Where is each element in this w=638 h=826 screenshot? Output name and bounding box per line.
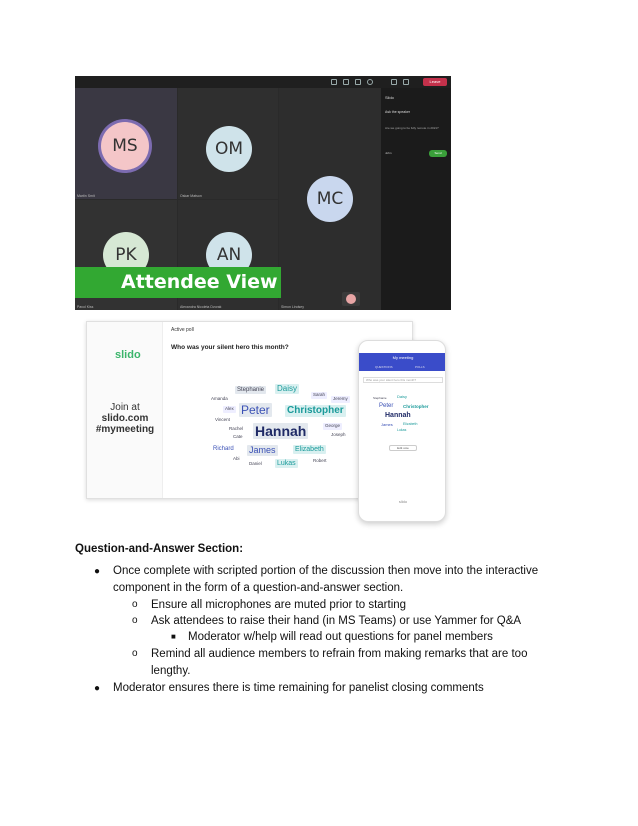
slido-sidebar xyxy=(87,322,163,499)
participant-name: Simon Lindsey xyxy=(281,305,304,309)
teams-meeting-screenshot xyxy=(75,76,451,310)
join-url: slido.com xyxy=(101,413,149,424)
user-name: John xyxy=(385,151,392,155)
join-code: #mymeeting xyxy=(95,424,155,435)
word-cloud-word: Joseph xyxy=(331,432,346,437)
camera-icon xyxy=(391,79,397,85)
avatar: PK xyxy=(103,232,149,278)
word-cloud-word: Cate xyxy=(233,434,243,439)
word-cloud-word: James xyxy=(381,422,393,427)
square-bullet-icon: ■ xyxy=(171,632,176,641)
tab-polls: POLLS xyxy=(415,365,425,369)
panel-subtitle: Ask the speaker xyxy=(385,110,411,114)
sub-bullet-text: Ask attendees to raise their hand (in MS Teams) or use Yammer for Q&A xyxy=(151,615,522,627)
bullet-text: Moderator ensures there is time remaining for panelist closing comments xyxy=(113,682,484,694)
participant-tile xyxy=(75,88,177,199)
word-cloud-word: Rachel xyxy=(229,426,244,431)
word-cloud-word: Peter xyxy=(379,403,394,409)
section-heading: Question-and-Answer Section: xyxy=(75,543,244,555)
participant-tile xyxy=(178,88,278,199)
word-cloud-word: Alex xyxy=(225,406,234,411)
phone-poll-question: Who was your silent hero this month? xyxy=(363,377,443,383)
participant-tile xyxy=(279,88,381,310)
word-cloud-word: Stephanie xyxy=(373,396,387,400)
word-cloud-word: Vincent xyxy=(215,417,230,422)
sub-bullet-icon: o xyxy=(132,615,138,626)
word-cloud-word: Christopher xyxy=(287,405,344,416)
word-cloud-word: Richard xyxy=(213,446,234,452)
participant-name: Oskar Matson xyxy=(180,194,202,198)
phone-mockup xyxy=(358,340,446,522)
slido-icon xyxy=(367,79,373,85)
sub-bullet-icon: o xyxy=(132,599,138,610)
panel-title: Slido xyxy=(385,95,394,100)
avatar: OM xyxy=(206,126,252,172)
leave-button: Leave xyxy=(423,78,447,86)
send-button: Send xyxy=(429,150,447,157)
tab-questions: QUESTIONS xyxy=(375,365,393,369)
avatar: MS xyxy=(101,122,149,170)
participant-name: Alexandra Nicoleta Dvorak xyxy=(180,305,222,309)
word-cloud-word: George xyxy=(325,423,341,428)
join-instructions xyxy=(93,402,157,435)
word-cloud-word: Peter xyxy=(241,403,270,417)
join-line: Join at xyxy=(110,402,140,413)
participant-tile xyxy=(279,288,381,310)
sub-bullet-text: Remind all audience members to refrain from making remarks that are too xyxy=(151,648,528,660)
bullet-text: Once complete with scripted portion of the discussion then move into the interactive xyxy=(113,565,539,577)
self-view xyxy=(342,292,360,306)
word-cloud-word: Christopher xyxy=(403,404,429,409)
attendee-view-banner: Attendee View xyxy=(75,267,281,298)
word-cloud-word: Hannah xyxy=(385,412,411,419)
sub-bullet-text-continued: lengthy. xyxy=(151,665,191,677)
word-cloud-word: Lukas xyxy=(277,460,296,467)
poll-question: Who was your silent hero this month? xyxy=(171,344,289,351)
avatar: MC xyxy=(307,176,353,222)
sub-bullet-text: Ensure all microphones are muted prior to starting xyxy=(151,599,407,611)
raise-hand-icon xyxy=(355,79,361,85)
phone-title: My meeting xyxy=(392,355,414,360)
meeting-toolbar xyxy=(75,76,451,88)
word-cloud-word: Hannah xyxy=(255,423,307,439)
slido-logo: slido xyxy=(115,349,141,361)
word-cloud-word: Elizabeth xyxy=(295,446,324,453)
poll-header: Active poll xyxy=(171,327,194,333)
phone-footer-logo: slido xyxy=(398,499,408,504)
sub-sub-bullet-text: Moderator w/help will read out questions for panel members xyxy=(188,631,493,643)
word-cloud-word: Stephanie xyxy=(237,387,265,393)
participant-name: Martin Smit xyxy=(77,194,95,198)
word-cloud-word: Lukas xyxy=(397,428,407,432)
word-cloud-word: Amanda xyxy=(211,396,228,401)
word-cloud-word: Daniel xyxy=(249,461,262,466)
bullet-dot-icon: ● xyxy=(94,566,101,577)
avatar: AN xyxy=(206,232,252,278)
participants-icon xyxy=(343,79,349,85)
word-cloud-word: Robert xyxy=(313,458,327,463)
edit-vote-button: Edit vote xyxy=(389,445,417,451)
word-cloud-word: Sarah xyxy=(313,392,326,397)
bullet-text-continued: component in the form of a question-and-answer section. xyxy=(113,582,404,594)
phone-tabs xyxy=(359,365,446,371)
slido-side-panel xyxy=(381,88,451,310)
word-cloud-word: Abi xyxy=(233,456,240,461)
word-cloud-word: Elizabeth xyxy=(403,422,418,426)
sub-bullet-icon: o xyxy=(132,648,138,659)
question-text: Are we going to be fully remote in 2021? xyxy=(385,126,439,130)
word-cloud-word: Jeremy xyxy=(333,396,348,401)
word-cloud-word: James xyxy=(249,445,276,455)
microphone-icon xyxy=(403,79,409,85)
phone-word-cloud xyxy=(367,394,439,437)
avatar xyxy=(346,294,356,304)
chat-icon xyxy=(331,79,337,85)
participant-name: Pavol Kiss xyxy=(77,305,94,309)
word-cloud-word: Daisy xyxy=(277,384,298,393)
word-cloud-word: Daisy xyxy=(397,394,408,399)
bullet-dot-icon: ● xyxy=(94,683,101,694)
